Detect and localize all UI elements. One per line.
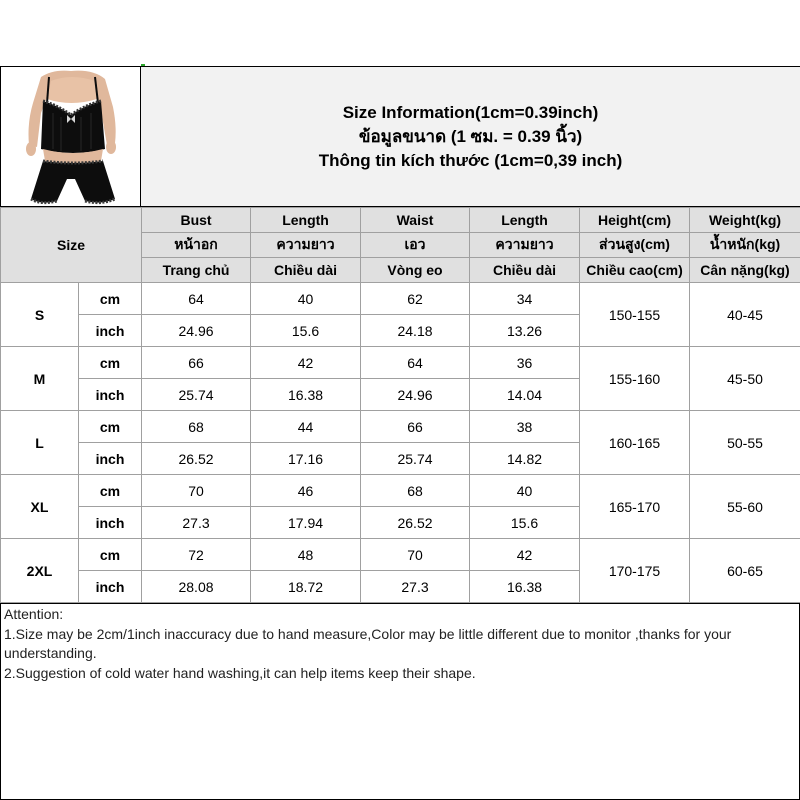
measure-cell: 28.08: [142, 571, 251, 603]
table-row: [1, 475, 800, 507]
measure-cell: 15.6: [470, 507, 580, 539]
measure-cell: 14.04: [470, 379, 580, 411]
header-row-en: [1, 208, 800, 233]
header-title-en: Size Information(1cm=0.39inch): [342, 102, 599, 122]
height-range: 170-175: [580, 539, 690, 603]
unit-label: cm: [79, 539, 142, 571]
measure-cell: 66: [142, 347, 251, 379]
column-header-th: ความยาว: [251, 233, 361, 258]
column-header-en: Length: [251, 208, 361, 233]
unit-label: cm: [79, 475, 142, 507]
column-header-th: ส่วนสูง(cm): [580, 233, 690, 258]
size-name: L: [1, 411, 79, 475]
measure-cell: 44: [251, 411, 361, 443]
measure-cell: 24.18: [361, 315, 470, 347]
size-name: M: [1, 347, 79, 411]
unit-label: inch: [79, 315, 142, 347]
column-header-en: Length: [470, 208, 580, 233]
unit-label: inch: [79, 507, 142, 539]
table-row: [1, 347, 800, 379]
size-label: Size: [1, 208, 142, 283]
column-header-th: น้ำหนัก(kg): [690, 233, 800, 258]
attention-note-1: 1.Size may be 2cm/1inch inaccuracy due to hand measure,Color may be little different due to monitor ,thanks for your understanding.: [4, 625, 732, 661]
column-header-en: Waist: [361, 208, 470, 233]
measure-cell: 25.74: [142, 379, 251, 411]
measure-cell: 34: [470, 283, 580, 315]
measure-cell: 18.72: [251, 571, 361, 603]
table-row: [1, 411, 800, 443]
measure-cell: 64: [142, 283, 251, 315]
column-header-th: เอว: [361, 233, 470, 258]
measure-cell: 64: [361, 347, 470, 379]
measure-cell: 24.96: [142, 315, 251, 347]
weight-range: 60-65: [690, 539, 800, 603]
product-image: [0, 66, 141, 207]
measure-cell: 14.82: [470, 443, 580, 475]
table-row: [1, 283, 800, 315]
column-header-th: หน้าอก: [142, 233, 251, 258]
measure-cell: 15.6: [251, 315, 361, 347]
column-header-en: Height(cm): [580, 208, 690, 233]
measure-cell: 17.94: [251, 507, 361, 539]
weight-range: 50-55: [690, 411, 800, 475]
column-header-th: ความยาว: [470, 233, 580, 258]
unit-label: cm: [79, 283, 142, 315]
measure-cell: 24.96: [361, 379, 470, 411]
size-info-header: [141, 66, 800, 207]
measure-cell: 13.26: [470, 315, 580, 347]
column-header-vi: Vòng eo: [361, 258, 470, 283]
height-range: 165-170: [580, 475, 690, 539]
measure-cell: 72: [142, 539, 251, 571]
pajama-set-illustration: [1, 67, 140, 206]
measure-cell: 70: [142, 475, 251, 507]
attention-title: Attention:: [4, 606, 64, 622]
column-header-vi: Trang chủ: [142, 258, 251, 283]
measure-cell: 16.38: [470, 571, 580, 603]
measure-cell: 27.3: [361, 571, 470, 603]
column-header-en: Weight(kg): [690, 208, 800, 233]
header-title-vi: Thông tin kích thước (1cm=0,39 inch): [318, 150, 623, 170]
unit-label: inch: [79, 571, 142, 603]
table-row: [1, 539, 800, 571]
measure-cell: 40: [251, 283, 361, 315]
attention-notes: [0, 603, 800, 800]
measure-cell: 36: [470, 347, 580, 379]
measure-cell: 42: [470, 539, 580, 571]
measure-cell: 62: [361, 283, 470, 315]
column-header-vi: Chiều dài: [470, 258, 580, 283]
measure-cell: 70: [361, 539, 470, 571]
attention-note-2: 2.Suggestion of cold water hand washing,it can help items keep their shape.: [4, 664, 476, 681]
unit-label: cm: [79, 411, 142, 443]
size-name: S: [1, 283, 79, 347]
column-header-vi: Cân nặng(kg): [690, 258, 800, 283]
measure-cell: 25.74: [361, 443, 470, 475]
measure-cell: 26.52: [142, 443, 251, 475]
unit-label: inch: [79, 443, 142, 475]
column-header-vi: Chiều dài: [251, 258, 361, 283]
column-header-en: Bust: [142, 208, 251, 233]
unit-label: cm: [79, 347, 142, 379]
weight-range: 40-45: [690, 283, 800, 347]
size-chart: [0, 66, 800, 800]
measure-cell: 68: [361, 475, 470, 507]
header-title-th: ข้อมูลขนาด (1 ซม. = 0.39 นิ้ว): [358, 126, 583, 146]
measure-cell: 27.3: [142, 507, 251, 539]
measure-cell: 26.52: [361, 507, 470, 539]
unit-label: inch: [79, 379, 142, 411]
measure-cell: 46: [251, 475, 361, 507]
column-header-vi: Chiều cao(cm): [580, 258, 690, 283]
measure-cell: 16.38: [251, 379, 361, 411]
measure-cell: 17.16: [251, 443, 361, 475]
measure-cell: 68: [142, 411, 251, 443]
measure-cell: 42: [251, 347, 361, 379]
height-range: 155-160: [580, 347, 690, 411]
measure-cell: 48: [251, 539, 361, 571]
weight-range: 55-60: [690, 475, 800, 539]
size-name: 2XL: [1, 539, 79, 603]
measure-cell: 66: [361, 411, 470, 443]
size-table: [0, 207, 800, 603]
height-range: 160-165: [580, 411, 690, 475]
height-range: 150-155: [580, 283, 690, 347]
measure-cell: 40: [470, 475, 580, 507]
weight-range: 45-50: [690, 347, 800, 411]
measure-cell: 38: [470, 411, 580, 443]
size-name: XL: [1, 475, 79, 539]
